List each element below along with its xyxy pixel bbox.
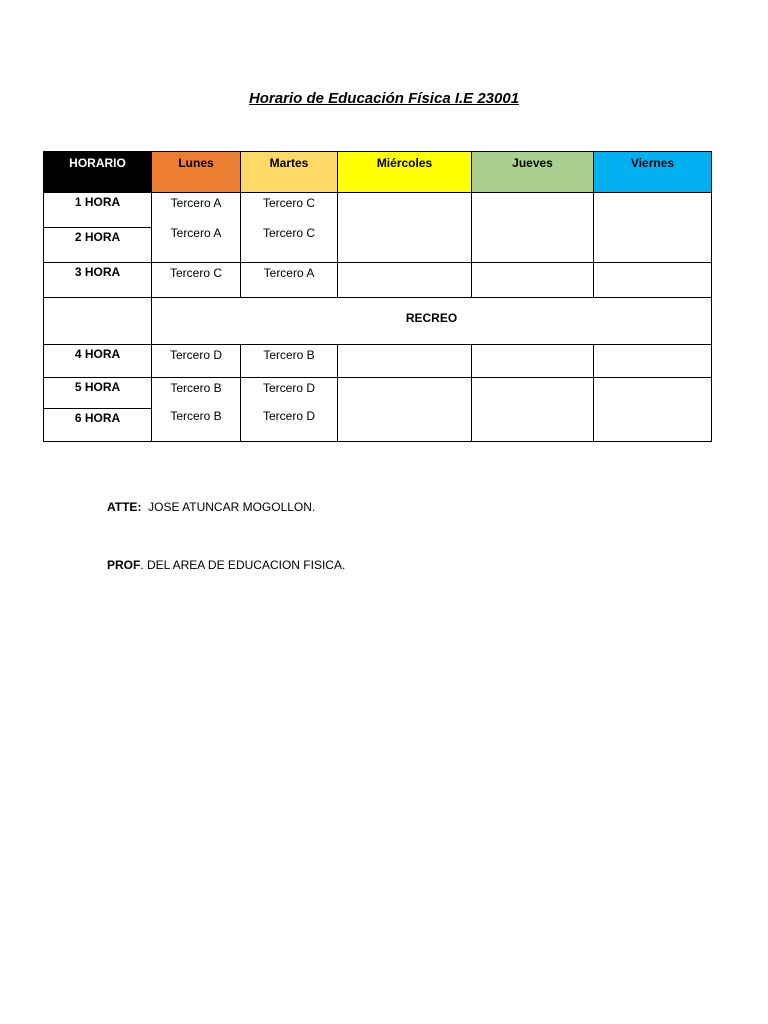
header-jueves: Jueves (472, 152, 594, 193)
header-miercoles: Miércoles (338, 152, 472, 193)
signature-atte (107, 500, 315, 514)
cell-miercoles (338, 345, 472, 378)
cell-miercoles (338, 193, 472, 263)
header-martes: Martes (241, 152, 338, 193)
header-viernes: Viernes (594, 152, 712, 193)
atte-name: JOSE ATUNCAR MOGOLLON. (148, 500, 316, 514)
page-title: Horario de Educación Física I.E 23001 (248, 90, 520, 107)
hora-label: 4 HORA (44, 345, 152, 378)
cell-miercoles (338, 263, 472, 298)
hora-label: 5 HORA (44, 378, 152, 409)
hora-label: 6 HORA (44, 409, 152, 442)
cell-lunes: Tercero C (152, 263, 241, 298)
break-row (44, 298, 712, 345)
cell-jueves (472, 263, 594, 298)
signature-prof (107, 558, 345, 572)
cell-jueves (472, 378, 594, 442)
cell-martes: Tercero A (241, 263, 338, 298)
atte-label: ATTE: (107, 500, 142, 514)
cell-jueves (472, 193, 594, 263)
cell-martes: Tercero C Tercero C (241, 193, 338, 263)
cell-viernes (594, 345, 712, 378)
cell-viernes (594, 378, 712, 442)
hora-label: 2 HORA (44, 228, 152, 263)
cell-lunes: Tercero B Tercero B (152, 378, 241, 442)
table-row (44, 193, 712, 228)
break-empty-cell (44, 298, 152, 345)
cell-viernes (594, 263, 712, 298)
break-label: RECREO (152, 298, 712, 345)
cell-viernes (594, 193, 712, 263)
table-row (44, 345, 712, 378)
header-horario: HORARIO (44, 152, 152, 193)
hora-label: 1 HORA (44, 193, 152, 228)
table-row (44, 378, 712, 409)
cell-martes: Tercero D Tercero D (241, 378, 338, 442)
prof-label: PROF (107, 558, 141, 572)
schedule-table (43, 151, 712, 442)
table-header-row (44, 152, 712, 193)
hora-label: 3 HORA (44, 263, 152, 298)
table-row (44, 263, 712, 298)
cell-lunes: Tercero D (152, 345, 241, 378)
header-lunes: Lunes (152, 152, 241, 193)
cell-jueves (472, 345, 594, 378)
cell-lunes: Tercero A Tercero A (152, 193, 241, 263)
cell-martes: Tercero B (241, 345, 338, 378)
cell-miercoles (338, 378, 472, 442)
prof-text: . DEL AREA DE EDUCACION FISICA. (140, 558, 346, 572)
